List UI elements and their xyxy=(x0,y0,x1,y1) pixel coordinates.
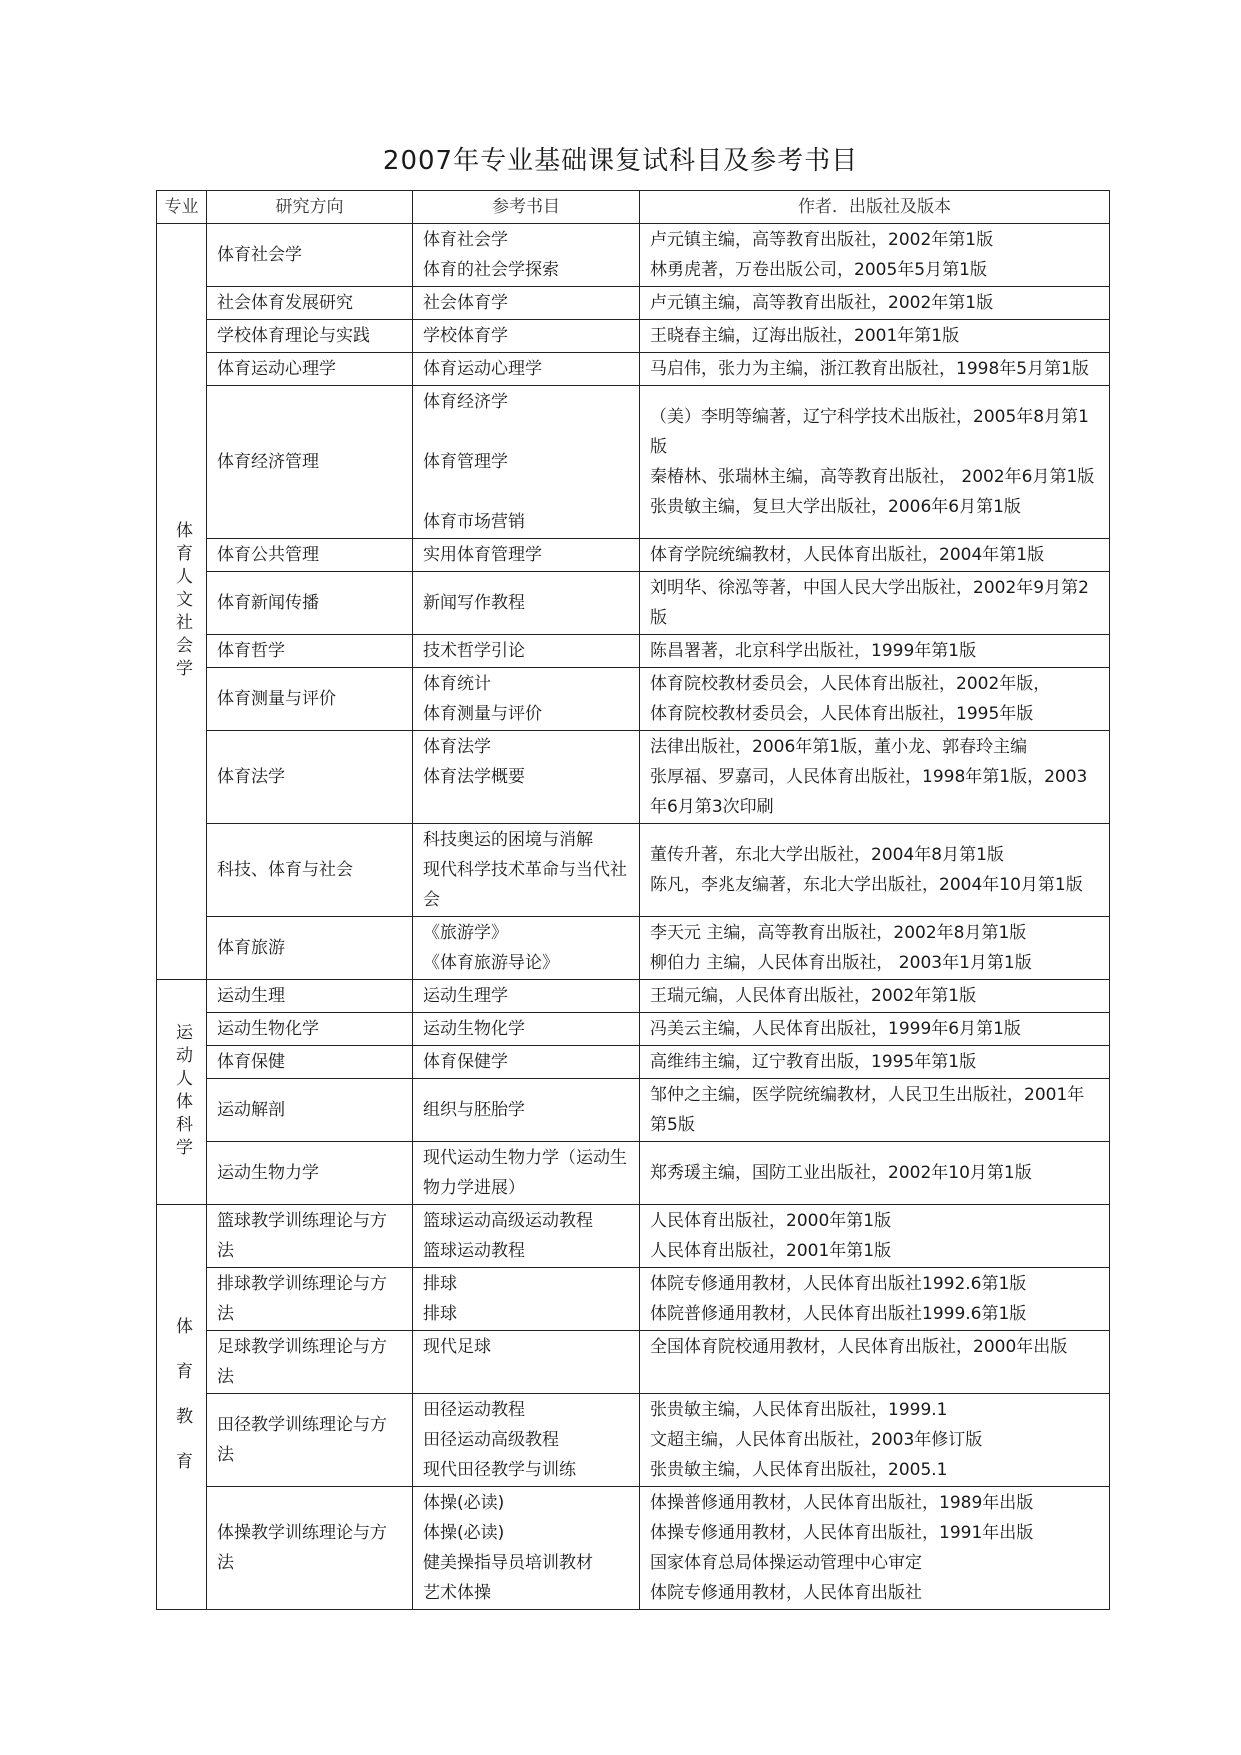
author-line: 陈凡，李兆友编著，东北大学出版社，2004年10月第1版 xyxy=(650,875,1083,895)
author-line: 法律出版社，2006年第1版，董小龙、郭春玲主编 xyxy=(650,737,1028,757)
major-cell xyxy=(157,980,207,1205)
books-line: 体育法学概要 xyxy=(423,767,525,787)
author-cell xyxy=(640,572,1110,635)
author-line: （美）李明等编著，辽宁科学技术出版社，2005年8月第1版 xyxy=(650,407,1089,457)
books-line: 现代足球 xyxy=(423,1337,491,1357)
table-row xyxy=(157,353,1110,386)
major-cell xyxy=(157,224,207,980)
author-cell xyxy=(640,1331,1110,1394)
table-row xyxy=(157,320,1110,353)
books-line: 体育保健学 xyxy=(423,1052,508,1072)
author-line: 张贵敏主编，人民体育出版社，2005.1 xyxy=(650,1460,948,1480)
books-line: 运动生理学 xyxy=(423,986,508,1006)
author-cell xyxy=(640,386,1110,539)
table-row xyxy=(157,824,1110,917)
books-line: 体育管理学 xyxy=(423,452,508,472)
books-cell xyxy=(413,1205,640,1268)
direction-line: 体育新闻传播 xyxy=(217,593,319,613)
books-cell xyxy=(413,824,640,917)
books-cell xyxy=(413,287,640,320)
major-label: 体育教育 xyxy=(172,1317,192,1497)
author-line xyxy=(650,1362,1099,1392)
author-line: 马启伟，张力为主编，浙江教育出版社，1998年5月第1版 xyxy=(650,359,1089,379)
books-cell xyxy=(413,1079,640,1142)
books-line: 现代田径教学与训练 xyxy=(423,1460,576,1480)
books-line: 体育运动心理学 xyxy=(423,359,542,379)
direction-cell xyxy=(207,668,413,731)
direction-cell xyxy=(207,1394,413,1487)
table-row xyxy=(157,635,1110,668)
author-cell xyxy=(640,353,1110,386)
books-cell xyxy=(413,320,640,353)
table-row xyxy=(157,1394,1110,1487)
direction-cell xyxy=(207,731,413,824)
author-line: 卢元镇主编，高等教育出版社，2002年第1版 xyxy=(650,293,994,313)
direction-line: 学校体育理论与实践 xyxy=(217,326,370,346)
table-row xyxy=(157,1013,1110,1046)
author-cell xyxy=(640,1394,1110,1487)
table-row xyxy=(157,980,1110,1013)
author-line: 体操专修通用教材，人民体育出版社，1991年出版 xyxy=(650,1523,1034,1543)
direction-line: 排球教学训练理论与方法 xyxy=(217,1274,387,1324)
books-line: 实用体育管理学 xyxy=(423,545,542,565)
books-line xyxy=(423,1362,629,1392)
header-major xyxy=(157,191,207,224)
books-line: 社会体育学 xyxy=(423,293,508,313)
author-line: 张厚福、罗嘉司，人民体育出版社，1998年第1版，2003年6月第3次印刷 xyxy=(650,767,1088,817)
direction-cell xyxy=(207,386,413,539)
author-cell xyxy=(640,1205,1110,1268)
direction-line: 运动生物化学 xyxy=(217,1019,319,1039)
author-cell xyxy=(640,1079,1110,1142)
books-line: 排球 xyxy=(423,1304,457,1324)
author-cell xyxy=(640,539,1110,572)
direction-line: 体育旅游 xyxy=(217,938,285,958)
author-cell xyxy=(640,668,1110,731)
table-row xyxy=(157,731,1110,824)
direction-cell xyxy=(207,1013,413,1046)
direction-cell xyxy=(207,224,413,287)
direction-line: 体育公共管理 xyxy=(217,545,319,565)
author-line: 郑秀瑗主编，国防工业出版社，2002年10月第1版 xyxy=(650,1163,1032,1183)
books-line: 体育统计 xyxy=(423,674,491,694)
major-cell xyxy=(157,1205,207,1610)
books-cell xyxy=(413,224,640,287)
table-row xyxy=(157,917,1110,980)
direction-line: 科技、体育与社会 xyxy=(217,860,353,880)
author-cell xyxy=(640,731,1110,824)
books-line: 体操(必读) xyxy=(423,1523,505,1543)
header-direction: 研究方向 xyxy=(207,191,413,224)
direction-cell xyxy=(207,917,413,980)
direction-cell xyxy=(207,1142,413,1205)
direction-cell xyxy=(207,1046,413,1079)
author-line: 全国体育院校通用教材，人民体育出版社，2000年出版 xyxy=(650,1337,1068,1357)
books-line: 现代运动生物力学（运动生物力学进展） xyxy=(423,1148,627,1198)
author-line: 国家体育总局体操运动管理中心审定 xyxy=(650,1553,922,1573)
author-cell xyxy=(640,1013,1110,1046)
author-line: 体育院校教材委员会，人民体育出版社，2002年版， xyxy=(650,674,1051,694)
author-cell xyxy=(640,824,1110,917)
direction-cell xyxy=(207,353,413,386)
author-cell xyxy=(640,1046,1110,1079)
author-cell xyxy=(640,917,1110,980)
books-cell xyxy=(413,1268,640,1331)
books-line: 运动生物化学 xyxy=(423,1019,525,1039)
page-title: 2007年专业基础课复试科目及参考书目 xyxy=(382,146,859,176)
books-cell xyxy=(413,1013,640,1046)
books-line: 新闻写作教程 xyxy=(423,593,525,613)
author-cell xyxy=(640,1487,1110,1610)
books-cell xyxy=(413,731,640,824)
author-line: 董传升著，东北大学出版社，2004年8月第1版 xyxy=(650,845,1004,865)
books-cell xyxy=(413,668,640,731)
books-line: 体育市场营销 xyxy=(423,512,525,532)
books-line: 技术哲学引论 xyxy=(423,641,525,661)
books-cell xyxy=(413,386,640,539)
reference-book-table xyxy=(156,190,1110,1610)
books-line: 体育测量与评价 xyxy=(423,704,542,724)
table-header-row xyxy=(157,191,1110,224)
major-label: 体育人文社会学 xyxy=(172,521,192,682)
table-row xyxy=(157,1046,1110,1079)
books-line: 体育社会学 xyxy=(423,230,508,250)
table-row xyxy=(157,224,1110,287)
books-cell xyxy=(413,1394,640,1487)
books-line: 田径运动高级教程 xyxy=(423,1430,559,1450)
direction-line: 体育哲学 xyxy=(217,641,285,661)
author-cell xyxy=(640,320,1110,353)
books-cell xyxy=(413,1487,640,1610)
books-line xyxy=(423,792,629,822)
author-line: 体院专修通用教材，人民体育出版社 xyxy=(650,1583,922,1603)
direction-cell xyxy=(207,635,413,668)
table-row xyxy=(157,1142,1110,1205)
direction-line: 足球教学训练理论与方法 xyxy=(217,1337,387,1387)
books-cell xyxy=(413,635,640,668)
books-cell xyxy=(413,539,640,572)
table-row xyxy=(157,1487,1110,1610)
direction-line: 体育测量与评价 xyxy=(217,689,336,709)
direction-line: 运动解剖 xyxy=(217,1100,285,1120)
table-row xyxy=(157,539,1110,572)
author-line: 体院普修通用教材，人民体育出版社1999.6第1版 xyxy=(650,1304,1027,1324)
books-cell xyxy=(413,917,640,980)
author-line: 人民体育出版社，2000年第1版 xyxy=(650,1211,892,1231)
books-line xyxy=(423,417,629,447)
author-line: 柳伯力 主编，人民体育出版社， 2003年1月第1版 xyxy=(650,953,1032,973)
table-row xyxy=(157,1205,1110,1268)
books-line: 组织与胚胎学 xyxy=(423,1100,525,1120)
author-line: 高维纬主编，辽宁教育出版，1995年第1版 xyxy=(650,1052,977,1072)
books-line: 学校体育学 xyxy=(423,326,508,346)
books-cell xyxy=(413,980,640,1013)
books-line: 现代科学技术革命与当代社会 xyxy=(423,860,627,910)
direction-line: 体育法学 xyxy=(217,767,285,787)
author-line: 张贵敏主编，人民体育出版社，1999.1 xyxy=(650,1400,948,1420)
books-line: 田径运动教程 xyxy=(423,1400,525,1420)
books-line xyxy=(423,477,629,507)
table-row xyxy=(157,1079,1110,1142)
books-cell xyxy=(413,353,640,386)
direction-line: 运动生理 xyxy=(217,986,285,1006)
books-line: 健美操指导员培训教材 xyxy=(423,1553,593,1573)
direction-cell xyxy=(207,1205,413,1268)
author-line: 体育学院统编教材，人民体育出版社，2004年第1版 xyxy=(650,545,1045,565)
books-line: 体操(必读) xyxy=(423,1493,505,1513)
direction-cell xyxy=(207,572,413,635)
books-cell xyxy=(413,572,640,635)
direction-cell xyxy=(207,1487,413,1610)
author-line: 卢元镇主编，高等教育出版社，2002年第1版 xyxy=(650,230,994,250)
direction-cell xyxy=(207,1268,413,1331)
author-line: 体操普修通用教材，人民体育出版社，1989年出版 xyxy=(650,1493,1034,1513)
direction-line: 体育保健 xyxy=(217,1052,285,1072)
table-body xyxy=(157,224,1110,1610)
header-author: 作者．出版社及版本 xyxy=(640,191,1110,224)
books-line: 体育经济学 xyxy=(423,392,508,412)
author-cell xyxy=(640,980,1110,1013)
header-books: 参考书目 xyxy=(413,191,640,224)
books-cell xyxy=(413,1331,640,1394)
direction-cell xyxy=(207,1331,413,1394)
books-cell xyxy=(413,1046,640,1079)
direction-line: 体育社会学 xyxy=(217,245,302,265)
direction-cell xyxy=(207,980,413,1013)
author-line: 张贵敏主编，复旦大学出版社，2006年6月第1版 xyxy=(650,497,1021,517)
table-row xyxy=(157,1331,1110,1394)
author-line: 林勇虎著，万卷出版公司，2005年5月第1版 xyxy=(650,260,987,280)
author-cell xyxy=(640,224,1110,287)
direction-cell xyxy=(207,1079,413,1142)
author-line: 邹仲之主编，医学院统编教材，人民卫生出版社，2001年第5版 xyxy=(650,1085,1085,1135)
direction-cell xyxy=(207,320,413,353)
table-row xyxy=(157,1268,1110,1331)
author-line: 刘明华、徐泓等著，中国人民大学出版社，2002年9月第2版 xyxy=(650,578,1089,628)
direction-line: 田径教学训练理论与方法 xyxy=(217,1415,387,1465)
author-line: 体院专修通用教材，人民体育出版社1992.6第1版 xyxy=(650,1274,1027,1294)
author-cell xyxy=(640,635,1110,668)
author-line: 李天元 主编，高等教育出版社，2002年8月第1版 xyxy=(650,923,1027,943)
books-line: 体育的社会学探索 xyxy=(423,260,559,280)
direction-line: 体操教学训练理论与方法 xyxy=(217,1523,387,1573)
table-row xyxy=(157,572,1110,635)
author-line: 文超主编，人民体育出版社，2003年修订版 xyxy=(650,1430,983,1450)
direction-line: 运动生物力学 xyxy=(217,1163,319,1183)
books-line: 体育法学 xyxy=(423,737,491,757)
table-row xyxy=(157,668,1110,731)
direction-line: 体育运动心理学 xyxy=(217,359,336,379)
author-cell xyxy=(640,1142,1110,1205)
direction-cell xyxy=(207,287,413,320)
author-line: 人民体育出版社，2001年第1版 xyxy=(650,1241,892,1261)
header-major-label: 专业 xyxy=(164,197,199,217)
direction-line: 社会体育发展研究 xyxy=(217,293,353,313)
books-line: 《旅游学》 xyxy=(423,923,508,943)
books-line: 篮球运动教程 xyxy=(423,1241,525,1261)
direction-cell xyxy=(207,824,413,917)
direction-line: 体育经济管理 xyxy=(217,452,319,472)
author-line: 陈昌署著，北京科学出版社，1999年第1版 xyxy=(650,641,977,661)
author-line: 体育院校教材委员会，人民体育出版社，1995年版 xyxy=(650,704,1034,724)
author-cell xyxy=(640,287,1110,320)
direction-cell xyxy=(207,539,413,572)
author-line: 王瑞元编，人民体育出版社，2002年第1版 xyxy=(650,986,977,1006)
table-row xyxy=(157,287,1110,320)
books-line: 排球 xyxy=(423,1274,457,1294)
direction-line: 篮球教学训练理论与方法 xyxy=(217,1211,387,1261)
table-row xyxy=(157,386,1110,539)
books-line: 《体育旅游导论》 xyxy=(423,953,559,973)
author-line: 冯美云主编，人民体育出版社，1999年6月第1版 xyxy=(650,1019,1021,1039)
books-line: 科技奥运的困境与消解 xyxy=(423,830,593,850)
author-line: 秦椿林、张瑞林主编，高等教育出版社， 2002年6月第1版 xyxy=(650,467,1095,487)
books-line: 篮球运动高级运动教程 xyxy=(423,1211,593,1231)
author-line: 王晓春主编，辽海出版社，2001年第1版 xyxy=(650,326,960,346)
author-cell xyxy=(640,1268,1110,1331)
books-line: 艺术体操 xyxy=(423,1583,491,1603)
books-cell xyxy=(413,1142,640,1205)
major-label: 运动人体科学 xyxy=(172,1023,192,1161)
